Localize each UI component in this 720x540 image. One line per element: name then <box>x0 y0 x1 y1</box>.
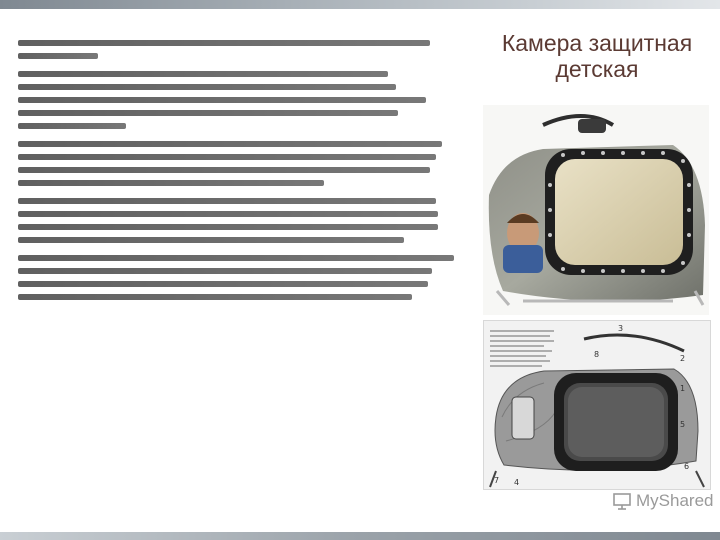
text-line <box>18 97 426 103</box>
svg-text:3: 3 <box>618 324 624 333</box>
myshared-logo <box>612 488 713 514</box>
text-line <box>18 255 454 261</box>
svg-text:5: 5 <box>680 420 686 429</box>
text-line <box>18 211 438 217</box>
svg-text:8: 8 <box>594 350 600 359</box>
text-line <box>18 123 126 129</box>
paragraph-2 <box>18 71 470 129</box>
svg-text:6: 6 <box>684 462 690 471</box>
slide-title <box>484 30 710 82</box>
text-line <box>18 237 404 243</box>
text-line <box>18 84 396 90</box>
text-line <box>18 154 436 160</box>
paragraph-4 <box>18 198 470 243</box>
text-line <box>18 180 324 186</box>
text-line <box>18 110 398 116</box>
chamber-photo <box>483 105 709 315</box>
slide-title-line2: детская <box>555 56 639 82</box>
text-line <box>18 40 430 46</box>
paragraph-3 <box>18 141 470 186</box>
slide-title-line1: Камера защитная <box>501 30 693 56</box>
text-line <box>18 141 442 147</box>
chamber-schematic-illustration <box>484 321 710 489</box>
chamber-photo-illustration <box>483 105 709 315</box>
paragraph-5 <box>18 255 470 300</box>
text-line <box>18 268 432 274</box>
body-text-column <box>18 34 470 312</box>
svg-text:4: 4 <box>514 478 520 487</box>
svg-text:1: 1 <box>680 384 686 393</box>
bottom-decor-strip <box>0 532 720 540</box>
paragraph-1 <box>18 40 470 59</box>
text-line <box>18 281 428 287</box>
presentation-icon <box>612 491 632 511</box>
text-line <box>18 224 438 230</box>
logo-text: MyShared <box>636 491 714 510</box>
text-line <box>18 71 388 77</box>
chamber-schematic <box>483 320 711 490</box>
svg-text:7: 7 <box>494 476 500 485</box>
text-line <box>18 198 436 204</box>
svg-text:2: 2 <box>680 354 686 363</box>
text-line <box>18 294 412 300</box>
text-line <box>18 167 430 173</box>
text-line <box>18 53 98 59</box>
top-decor-strip <box>0 0 720 9</box>
